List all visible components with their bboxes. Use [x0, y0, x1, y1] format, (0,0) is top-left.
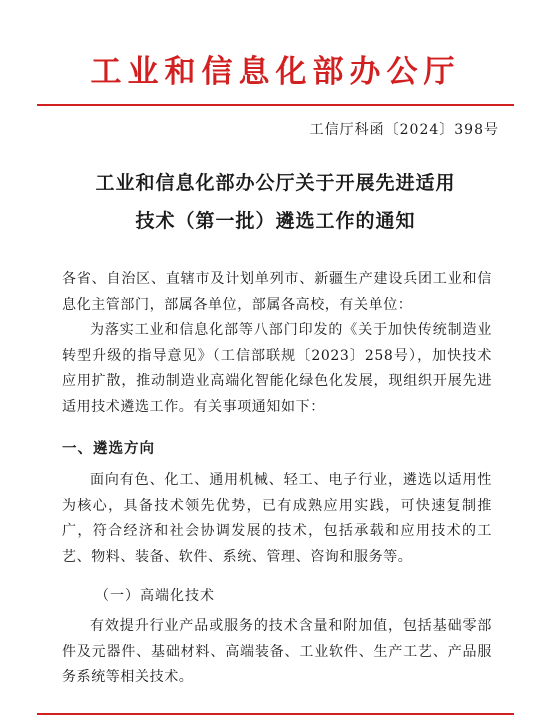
letterhead-red-line	[37, 104, 514, 106]
document-number: 工信厅科函〔2024〕398号	[309, 122, 499, 138]
section-heading-selection-direction: 一、遴选方向	[62, 440, 155, 457]
intro-paragraph: 为落实工业和信息化部等八部门印发的《关于加快传统制造业转型升级的指导意见》（工信部联规〔2023〕258号），加快技术应用扩散，推动制造业高端化智能化绿色化发展，现组织开展先进适用技术遴选工作。有关事项通知如下：	[62, 322, 492, 415]
section-body-selection-direction: 面向有色、化工、通用机械、轻工、电子行业，遴选以适用性为核心，具备技术领先优势，已有成熟应用实践，可快速复制推广，符合经济和社会协调发展的技术，包括承载和应用技术的工艺、物料、装备、软件、系统、管理、咨询和服务等。	[62, 472, 492, 565]
subsection-heading-high-end-tech: （一）高端化技术	[95, 588, 215, 604]
subsection-body-high-end-tech: 有效提升行业产品或服务的技术含量和附加值，包括基础零部件及元器件、基础材料、高端装备、工业软件、生产工艺、产品服务系统等相关技术。	[62, 618, 492, 685]
letterhead-title: 工业和信息化部办公厅	[90, 54, 461, 90]
notice-title-line-2: 技术（第一批）遴选工作的通知	[135, 210, 416, 232]
bottom-red-line	[37, 713, 514, 715]
notice-title-line-1: 工业和信息化部办公厅关于开展先进适用	[95, 172, 456, 194]
recipients-paragraph: 各省、自治区、直辖市及计划单列市、新疆生产建设兵团工业和信息化主管部门，部属各单位，部属各高校，有关单位：	[62, 271, 492, 313]
